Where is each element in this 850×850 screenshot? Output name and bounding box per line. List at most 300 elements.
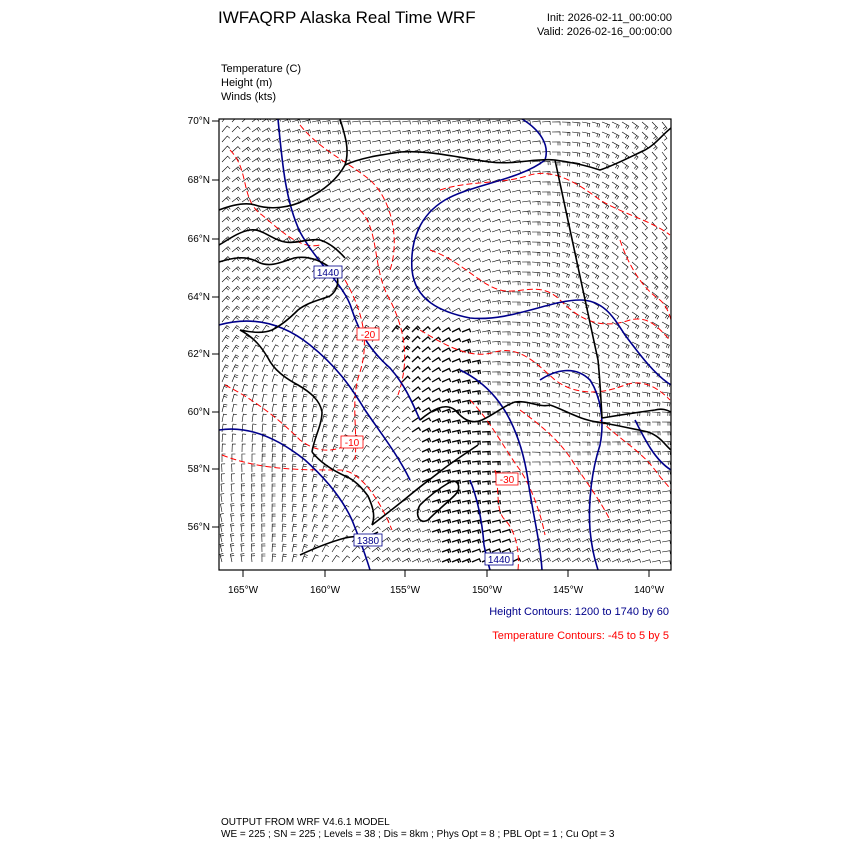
wind-barb	[242, 147, 251, 152]
wind-barb	[292, 424, 297, 432]
wind-barb	[512, 292, 520, 296]
wind-barb	[592, 539, 601, 543]
wind-barb	[642, 252, 648, 260]
wind-barb	[482, 199, 491, 202]
lat-label: 64°N	[187, 292, 210, 303]
wind-barb	[492, 372, 500, 376]
wind-barb	[562, 519, 571, 523]
wind-barb	[642, 242, 648, 250]
wind-barb	[552, 232, 560, 237]
wind-barb	[362, 150, 371, 153]
wind-barb	[562, 242, 570, 248]
wind-barb	[322, 505, 328, 512]
wind-barb	[342, 425, 348, 432]
wind-barb	[312, 404, 317, 412]
wind-barb	[322, 208, 331, 212]
wind-barb	[312, 424, 317, 432]
wind-barb	[602, 549, 611, 553]
wind-barb	[282, 139, 291, 143]
wind-barb	[592, 452, 600, 456]
wind-barb	[322, 404, 328, 412]
wind-barb	[392, 498, 401, 503]
wind-barb	[462, 339, 471, 343]
wind-barb	[632, 232, 638, 240]
wind-barb	[572, 332, 579, 339]
wind-barb	[632, 442, 640, 446]
wind-barb	[612, 559, 621, 563]
wind-barb	[532, 322, 540, 327]
wind-barb	[572, 432, 580, 436]
wind-barb	[342, 526, 350, 533]
wind-barb	[502, 261, 511, 265]
wind-barb	[252, 484, 256, 492]
wind-barb	[382, 256, 390, 262]
height-label: 1380	[356, 536, 380, 547]
wind-barb	[592, 192, 599, 199]
wind-barb	[522, 131, 531, 135]
wind-barb	[482, 481, 490, 485]
wind-barb	[312, 170, 321, 174]
wind-barb	[232, 434, 236, 442]
wind-barb	[662, 432, 670, 436]
wind-barb	[232, 227, 240, 232]
wind-barb	[432, 257, 440, 262]
wind-barb	[312, 494, 318, 502]
wind-barb	[462, 500, 471, 504]
wind-barb	[522, 342, 530, 347]
wind-barb	[392, 336, 400, 342]
wind-barb	[612, 529, 621, 533]
wind-barb	[422, 489, 431, 493]
wind-barb	[462, 431, 471, 435]
wind-barb	[322, 218, 331, 222]
wind-barb	[512, 251, 520, 255]
wind-barb	[552, 192, 560, 196]
wind-barb	[592, 312, 599, 319]
wind-barb	[442, 318, 451, 322]
wind-barb	[452, 470, 461, 474]
wind-barb	[462, 208, 471, 212]
wind-barb	[502, 530, 511, 533]
wind-barb	[232, 454, 236, 462]
wind-barb	[622, 432, 630, 436]
wind-barb	[552, 558, 561, 562]
wind-barb	[472, 520, 481, 524]
wind-barb	[232, 286, 240, 292]
wind-barb	[662, 422, 670, 426]
wind-barb	[622, 392, 630, 397]
wind-barb	[252, 267, 260, 272]
wind-barb	[231, 524, 235, 533]
wind-barb	[432, 267, 440, 272]
init-time: Init: 2026-02-11_00:00:00	[546, 12, 672, 24]
wind-barb	[562, 152, 570, 156]
wind-barb	[512, 510, 521, 513]
wind-barb	[382, 446, 390, 452]
wind-barb	[412, 198, 421, 202]
wind-barb	[312, 504, 318, 512]
wind-barb	[342, 237, 351, 242]
wind-barb	[572, 529, 581, 533]
wind-barb	[612, 332, 619, 339]
wind-barb	[512, 170, 521, 173]
wind-barb	[372, 276, 380, 282]
wind-barb	[332, 525, 339, 532]
wind-barb	[392, 121, 400, 124]
wind-barb	[362, 208, 371, 212]
wind-barb	[512, 180, 521, 183]
wind-barb	[522, 549, 531, 552]
wind-barb	[272, 374, 278, 382]
wind-barb	[652, 530, 661, 533]
wind-barb	[322, 160, 331, 164]
wind-barb	[332, 325, 339, 332]
wind-barb	[332, 296, 340, 303]
wind-barb	[442, 149, 451, 153]
wind-barb	[302, 484, 307, 492]
temperature-contour-labels	[341, 328, 518, 486]
wind-barb	[392, 326, 400, 332]
wind-barb	[522, 201, 530, 205]
wind-barb	[292, 355, 298, 362]
wind-barb	[312, 179, 321, 183]
wind-barb	[582, 232, 589, 239]
wind-barb	[362, 395, 369, 402]
wind-barb	[442, 328, 451, 332]
wind-barb	[572, 142, 580, 147]
wind-barb	[542, 312, 550, 317]
wind-barb	[482, 402, 490, 406]
wind-barb	[312, 305, 319, 312]
wind-barb	[222, 166, 230, 172]
wind-barb	[452, 130, 461, 134]
lon-label: 160°W	[309, 585, 341, 596]
wind-barb	[602, 142, 609, 148]
wind-barb	[532, 332, 540, 337]
wind-barb	[602, 362, 609, 368]
wind-barb	[502, 190, 511, 193]
wind-barb	[452, 400, 461, 404]
wind-barb	[392, 467, 401, 472]
wind-barb	[612, 402, 620, 407]
wind-barb	[452, 248, 461, 252]
wind-barb	[432, 358, 441, 362]
wind-barb	[492, 549, 501, 552]
wind-barb	[232, 335, 239, 342]
wind-barb	[492, 150, 501, 154]
wind-barb	[502, 372, 510, 376]
wind-barb	[642, 322, 649, 329]
wind-barb	[302, 544, 308, 552]
wind-barb	[562, 252, 570, 258]
wind-barb	[522, 151, 531, 154]
wind-barb	[452, 510, 461, 514]
wind-barb	[602, 232, 609, 239]
wind-barb	[622, 559, 631, 563]
wind-barb	[542, 491, 551, 495]
wind-barb	[332, 355, 338, 362]
wind-barb	[352, 179, 361, 182]
wind-barb	[232, 126, 240, 132]
wind-barb	[582, 442, 590, 446]
wind-barb	[292, 247, 301, 252]
wind-barb	[492, 199, 501, 202]
wind-barb	[632, 292, 638, 300]
wind-barb	[582, 322, 589, 329]
wind-barb	[282, 454, 286, 462]
wind-barb	[402, 276, 410, 282]
wind-barb	[452, 420, 461, 424]
wind-barb	[602, 222, 609, 229]
wind-barb	[552, 202, 560, 206]
wind-barb	[392, 487, 401, 492]
wind-barb	[662, 541, 671, 545]
wind-barb	[312, 355, 318, 362]
wind-barb	[542, 481, 550, 485]
wind-barb	[662, 192, 667, 201]
wind-barb	[312, 315, 319, 322]
wind-barb	[372, 306, 380, 313]
wind-barb	[442, 218, 451, 223]
wind-barb	[282, 179, 291, 183]
wind-barb	[352, 286, 360, 292]
wind-barb	[382, 247, 390, 253]
wind-barb	[422, 130, 431, 134]
wind-barb	[292, 276, 300, 282]
wind-barb	[452, 379, 461, 383]
wind-barb	[372, 527, 380, 532]
wind-barb	[632, 312, 639, 319]
wind-barb	[252, 464, 256, 472]
wind-barb	[622, 162, 629, 170]
wind-barb	[352, 131, 360, 134]
wind-barb	[502, 382, 510, 386]
wind-barb	[402, 417, 410, 422]
wind-barb	[262, 158, 271, 162]
wind-barb	[422, 257, 430, 262]
wind-barb	[312, 384, 318, 392]
wind-barb	[662, 292, 668, 300]
wind-barb	[482, 549, 491, 552]
wind-barb	[372, 198, 381, 202]
wind-barb	[372, 456, 380, 462]
wind-barb	[222, 316, 230, 322]
wind-barb	[342, 385, 348, 392]
wind-barb	[462, 309, 471, 312]
wind-barb	[622, 500, 631, 504]
wind-barb	[422, 169, 431, 173]
wind-barb	[542, 272, 550, 277]
wind-barb	[442, 470, 451, 474]
wind-barb	[592, 432, 600, 436]
variable-temperature: Temperature (C)	[221, 63, 302, 75]
wind-barb	[402, 366, 410, 372]
wind-barb	[642, 520, 651, 523]
wind-barb	[262, 238, 271, 243]
wind-barb	[292, 464, 296, 472]
wind-barb	[552, 212, 560, 217]
temperature-label: -20	[360, 330, 376, 341]
wind-barb	[242, 345, 249, 352]
wind-barb	[392, 396, 400, 402]
wind-barb	[292, 474, 296, 482]
wind-barb	[572, 282, 579, 289]
wind-barb	[442, 389, 451, 393]
wind-barb	[302, 524, 307, 532]
wind-barb	[642, 412, 650, 416]
wind-barb	[402, 247, 410, 252]
wind-barb	[592, 509, 601, 513]
wind-barb	[602, 412, 610, 417]
wind-barb	[332, 555, 339, 562]
wind-barb	[642, 530, 651, 533]
wind-barb	[372, 296, 380, 302]
wind-barb	[392, 188, 401, 192]
wind-barb	[302, 365, 308, 373]
canada-border-north	[555, 160, 602, 418]
wind-barb	[492, 120, 501, 124]
wind-barb	[532, 442, 540, 446]
wind-barb	[652, 550, 661, 553]
wind-barb	[512, 520, 521, 523]
wind-barb	[222, 434, 226, 442]
wind-barb	[582, 539, 591, 543]
wind-barb	[582, 262, 589, 269]
wind-barb	[432, 317, 441, 322]
wind-barb	[482, 320, 491, 324]
wind-barb	[602, 152, 609, 159]
wind-barb	[332, 505, 339, 512]
wind-barb	[482, 209, 491, 212]
wind-barb	[292, 149, 301, 153]
wind-barb	[242, 157, 251, 162]
wind-barb	[372, 446, 380, 452]
wind-barb	[582, 192, 590, 198]
wind-barb	[252, 117, 261, 122]
wind-barb	[432, 198, 441, 202]
wind-barb	[262, 198, 271, 202]
wind-barb	[622, 480, 631, 484]
temperature-contour	[520, 410, 610, 520]
wind-barb	[322, 228, 331, 232]
wind-barb	[442, 440, 451, 444]
wind-barb	[532, 232, 540, 236]
wind-barb	[542, 242, 550, 246]
wind-barb	[442, 297, 451, 302]
wind-barb	[652, 202, 657, 210]
wind-barb	[642, 202, 647, 210]
gulf-coast	[550, 405, 671, 450]
wind-barb	[422, 428, 431, 432]
wind-barb	[342, 199, 351, 203]
wind-barb	[652, 402, 660, 406]
wind-barb	[492, 209, 501, 212]
wind-barb	[392, 538, 401, 542]
wind-barb	[502, 200, 511, 203]
wind-barb	[612, 372, 620, 378]
wind-barb	[442, 549, 451, 553]
height-contour-legend: Height Contours: 1200 to 1740 by 60	[489, 606, 669, 618]
wind-barb	[402, 558, 411, 562]
wind-barb	[272, 247, 281, 252]
wind-barb	[652, 560, 661, 563]
wind-barb	[612, 262, 618, 270]
wind-barb	[462, 390, 471, 394]
wind-barb	[422, 449, 431, 453]
wind-barb	[392, 528, 401, 532]
wind-barb	[222, 286, 230, 292]
wind-barb	[542, 232, 550, 236]
wind-barb	[502, 501, 511, 505]
wind-barb	[472, 218, 481, 222]
wind-barb	[612, 292, 619, 300]
wind-barb	[302, 504, 307, 512]
wind-barb	[432, 519, 441, 523]
wind-barb	[632, 549, 641, 552]
wind-barb	[542, 262, 550, 267]
wind-barb	[232, 365, 239, 372]
wind-barb	[652, 162, 657, 170]
wind-barb	[352, 355, 359, 362]
wind-barb	[552, 252, 560, 257]
wind-barb	[532, 191, 540, 195]
wind-barb	[462, 248, 471, 252]
wind-barb	[612, 142, 619, 149]
wind-barb	[292, 267, 300, 272]
wind-barb	[232, 207, 241, 212]
wind-barb	[572, 302, 579, 309]
wind-barb	[312, 525, 318, 533]
wind-barb	[262, 474, 266, 482]
wind-barb	[582, 222, 589, 229]
wind-barb	[602, 529, 611, 533]
wind-barb	[632, 500, 641, 504]
wind-barb	[222, 296, 230, 302]
wind-barb	[582, 432, 590, 436]
wind-barb	[522, 242, 530, 246]
wind-barb	[302, 394, 307, 402]
wind-barb	[462, 461, 471, 465]
wind-barb	[362, 121, 370, 125]
wind-barb	[512, 322, 520, 326]
wind-barb	[292, 494, 297, 502]
wind-barb	[402, 217, 411, 222]
wind-barb	[252, 444, 256, 452]
wind-barb	[342, 257, 350, 263]
wind-barb	[342, 355, 349, 362]
wind-barb	[482, 249, 491, 252]
wind-barb	[472, 199, 481, 203]
wind-barb	[492, 442, 500, 446]
wind-barb	[592, 529, 601, 533]
wind-barb	[502, 352, 510, 356]
wind-barb	[532, 382, 540, 387]
wind-barb	[632, 392, 640, 397]
wind-barb	[542, 362, 550, 368]
wind-barb	[512, 200, 521, 203]
wind-barb	[632, 302, 639, 310]
wind-barb	[241, 524, 245, 532]
wind-barb	[232, 177, 240, 182]
wind-barb	[422, 559, 431, 563]
wind-barb	[452, 149, 461, 153]
wind-barb	[602, 352, 609, 359]
wind-barb	[302, 228, 311, 232]
wind-barb	[272, 355, 278, 362]
wind-barb	[642, 510, 651, 514]
wind-barb	[572, 152, 580, 157]
wind-barb	[432, 539, 441, 543]
